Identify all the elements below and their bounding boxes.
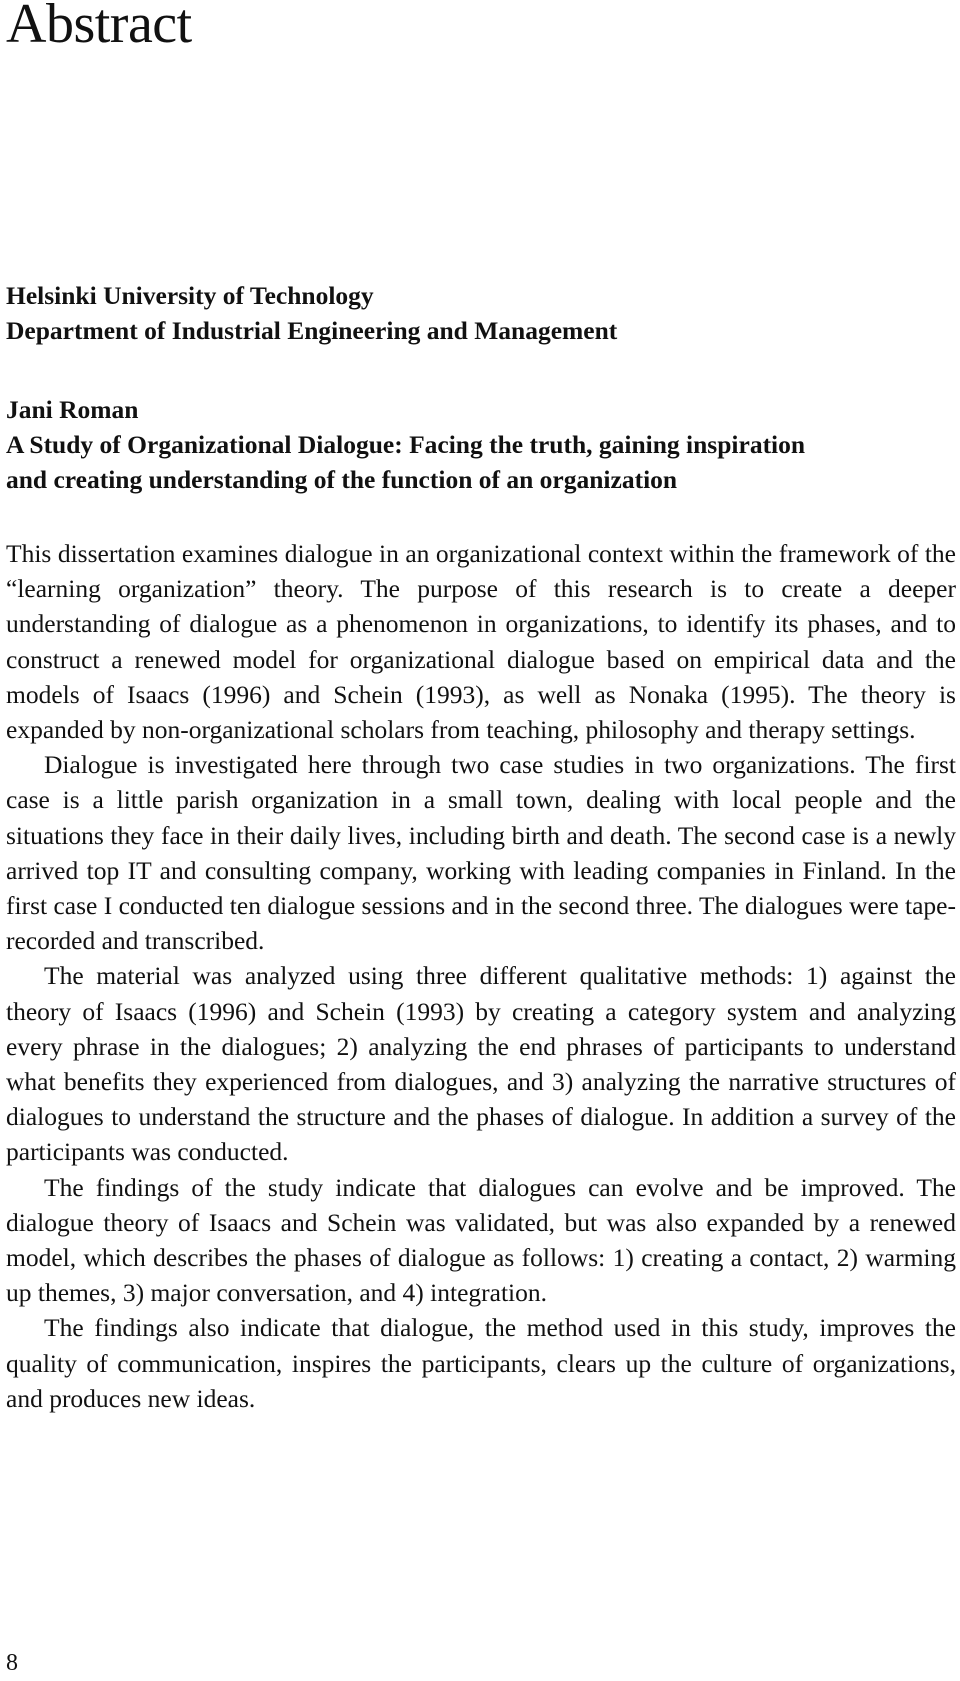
abstract-paragraph-3: The material was analyzed using three different qualitative methods: 1) against the theory of Isaacs (1996) and Schein (1993) by creating a category system and analyzing every phrase in the dialogues; 2) analyzing the end phrases of participants to understand what benefits they experienced from dialogues, and 3) analyzing the narrative structures of dialogues to understand the structure and the phases of dialogue. In addition a survey of the participants was conducted. bbox=[6, 961, 956, 1167]
abstract-body bbox=[6, 536, 956, 1416]
abstract-paragraph-1: This dissertation examines dialogue in an organizational context within the framework of the “learning organization” theory. The purpose of this research is to create a deeper understanding of dialogue as a phenomenon in organizations, to identify its phases, and to construct a renewed model for organizational dialogue based on empirical data and the models of Isaacs (1996) and Schein (1993), as well as Nonaka (1995). The theory is expanded by non-organizational scholars from teaching, philosophy and therapy settings. bbox=[6, 539, 956, 745]
author-name: Jani Roman bbox=[6, 395, 139, 424]
department-name: Department of Industrial Engineering and Management bbox=[6, 316, 618, 345]
dissertation-title-line-1: A Study of Organizational Dialogue: Facing the truth, gaining inspiration bbox=[6, 430, 806, 459]
institution-block bbox=[6, 278, 956, 348]
dissertation-title-line-2: and creating understanding of the function of an organization bbox=[6, 465, 678, 494]
university-name: Helsinki University of Technology bbox=[6, 281, 374, 310]
abstract-paragraph-4: The findings of the study indicate that dialogues can evolve and be improved. The dialogue theory of Isaacs and Schein was validated, but was also expanded by a renewed model, which describes the phases of dialogue as follows: 1) creating a contact, 2) warming up themes, 3) major conversation, and 4) integration. bbox=[6, 1172, 956, 1308]
page-number: 8 bbox=[6, 1650, 18, 1676]
abstract-paragraph-5: The findings also indicate that dialogue, the method used in this study, improves the quality of communication, inspires the participants, clears up the culture of organizations, and produces new ideas. bbox=[6, 1313, 956, 1413]
abstract-paragraph-2: Dialogue is investigated here through two case studies in two organizations. The first case is a little parish organization in a small town, dealing with local people and the situations they face in their daily lives, including birth and death. The second case is a newly arrived top IT and consulting company, working with leading companies in Finland. In the first case I conducted ten dialogue sessions and in the second three. The dialogues were tape-recorded and transcribed. bbox=[6, 750, 956, 956]
author-title-block bbox=[6, 392, 956, 497]
page-heading: Abstract bbox=[6, 0, 192, 55]
